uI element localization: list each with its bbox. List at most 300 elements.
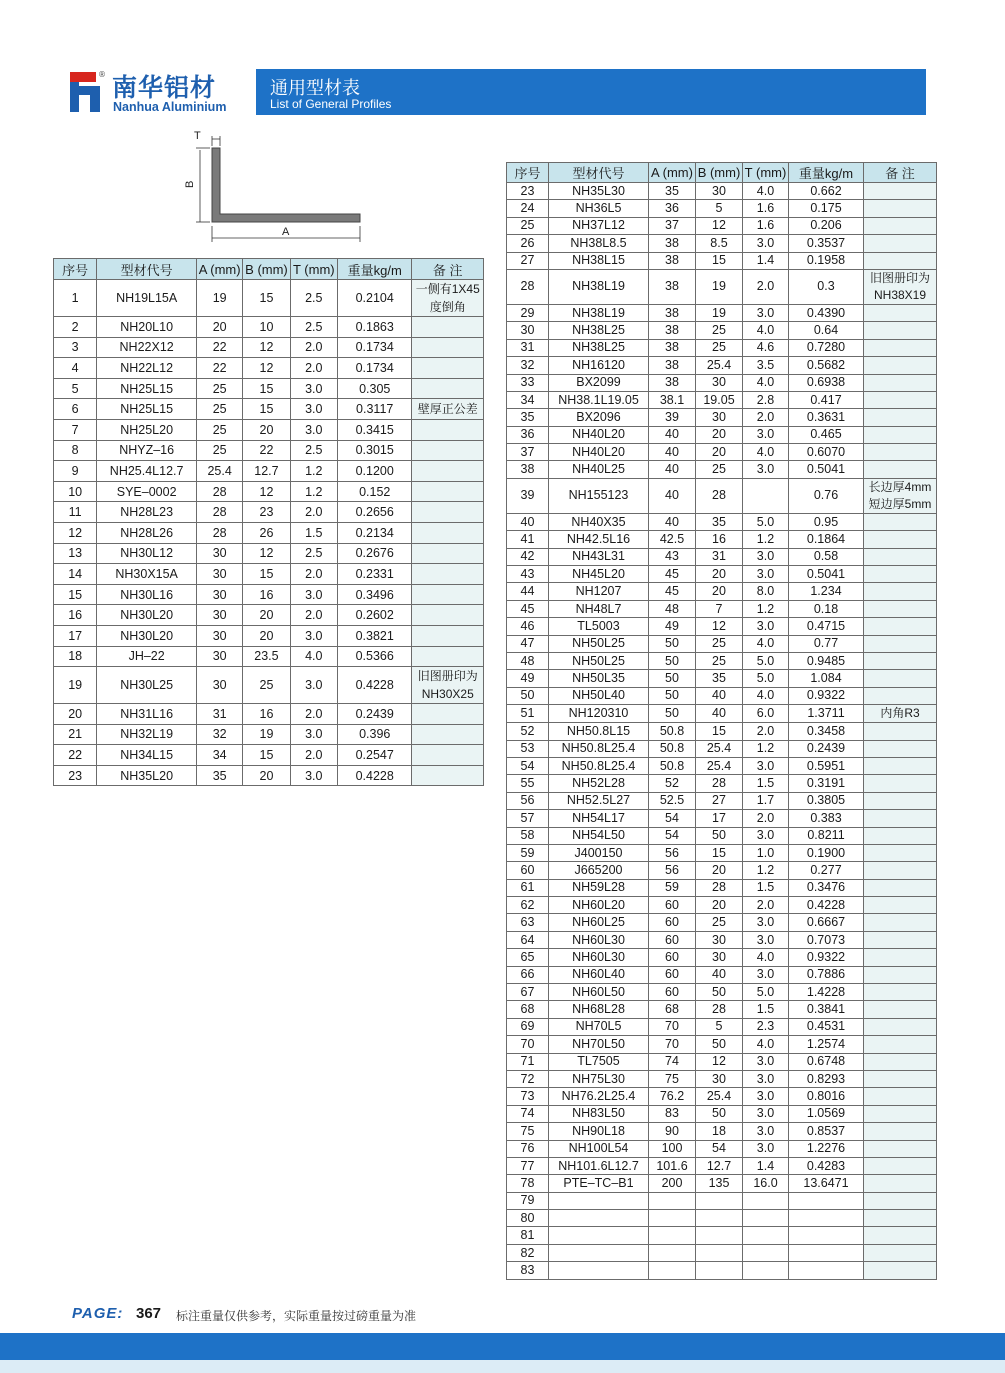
cell-a: 37 [649,217,696,234]
cell-code: NH42.5L16 [549,531,649,548]
cell-remark [864,600,937,617]
cell-code [549,1262,649,1279]
table-row [507,1105,937,1122]
cell-weight: 0.95 [789,513,864,530]
cell-code: NH30L25 [97,667,197,704]
cell-code: NH19L15A [97,280,197,317]
cell-weight: 0.396 [337,724,412,745]
cell-b: 25 [696,914,743,931]
cell-weight: 0.3 [789,269,864,304]
cell-index: 54 [507,757,549,774]
cell-index: 50 [507,687,549,704]
cell-remark [864,548,937,565]
cell-weight: 0.1958 [789,252,864,269]
cell-a: 60 [649,984,696,1001]
cell-weight: 0.3117 [337,399,412,420]
cell-remark [412,378,484,399]
cell-index: 40 [507,513,549,530]
table-row [507,339,937,356]
cell-remark [864,757,937,774]
cell-remark [412,419,484,440]
cell-code: NH60L40 [549,966,649,983]
cell-remark [864,217,937,234]
cell-index: 71 [507,1053,549,1070]
cell-index: 48 [507,652,549,669]
cell-code: NH25L20 [97,419,197,440]
cell-index: 67 [507,984,549,1001]
cell-weight: 0.3805 [789,792,864,809]
table-row [507,200,937,217]
cell-remark [412,564,484,585]
cell-index: 69 [507,1018,549,1035]
cell-b: 30 [696,374,743,391]
cell-t [743,1210,789,1227]
cell-weight: 0.3476 [789,879,864,896]
cell-code: NH38L8.5 [549,235,649,252]
cell-index: 32 [507,357,549,374]
cell-a: 38 [649,374,696,391]
table-row [507,374,937,391]
table-row [507,1036,937,1053]
cell-b: 8.5 [696,235,743,252]
cell-a: 50.8 [649,757,696,774]
cell-weight: 0.8016 [789,1088,864,1105]
cell-code: NH16120 [549,357,649,374]
cell-t: 2.5 [290,280,337,317]
cell-a: 25 [196,378,242,399]
table-row [507,1001,937,1018]
cell-weight: 0.2676 [337,543,412,564]
cell-a: 70 [649,1018,696,1035]
cell-b: 20 [243,625,290,646]
cell-code: NH38L15 [549,252,649,269]
cell-a: 35 [649,183,696,200]
cell-weight: 0.5366 [337,646,412,667]
cell-weight: 0.8537 [789,1123,864,1140]
cell-weight: 0.1734 [337,337,412,358]
cell-t: 4.0 [743,183,789,200]
cell-weight: 0.7073 [789,931,864,948]
cell-t: 1.0 [743,844,789,861]
cell-t: 3.0 [290,625,337,646]
cell-weight: 1.084 [789,670,864,687]
cell-a: 40 [649,426,696,443]
cell-remark [412,724,484,745]
cell-t: 1.5 [290,522,337,543]
cell-t: 1.4 [743,1157,789,1174]
cell-t: 3.0 [743,1123,789,1140]
cell-weight: 0.3415 [337,419,412,440]
cell-weight: 0.58 [789,548,864,565]
cell-t: 3.0 [290,584,337,605]
cell-b: 12.7 [243,461,290,482]
table-row [507,409,937,426]
cell-remark [864,1070,937,1087]
cell-code: NH52.5L27 [549,792,649,809]
table-row [54,502,484,523]
table-row [54,584,484,605]
cell-weight: 0.3537 [789,235,864,252]
cell-index: 83 [507,1262,549,1279]
cell-a: 25.4 [196,461,242,482]
cell-code: NH50L40 [549,687,649,704]
cell-weight: 0.465 [789,426,864,443]
table-row [507,705,937,723]
cell-index: 15 [54,584,97,605]
cell-b: 28 [696,478,743,513]
table-row [507,1018,937,1035]
cell-index: 62 [507,897,549,914]
cell-b: 5 [696,1018,743,1035]
cell-weight: 0.76 [789,478,864,513]
cell-code: NH120310 [549,705,649,723]
cell-remark [412,358,484,379]
table-row [54,481,484,502]
cell-t: 3.0 [290,419,337,440]
cell-remark [864,1036,937,1053]
cell-weight: 0.5041 [789,461,864,478]
table-row [507,1244,937,1261]
cell-remark [864,1227,937,1244]
cell-weight: 0.662 [789,183,864,200]
cell-code: J400150 [549,844,649,861]
cell-code: BX2096 [549,409,649,426]
cell-a: 200 [649,1175,696,1192]
profiles-table-right [506,162,937,1280]
cell-weight [789,1210,864,1227]
cell-index: 7 [54,419,97,440]
cell-index: 77 [507,1157,549,1174]
angle-profile-diagram [176,128,376,248]
cell-code: NH40X35 [549,513,649,530]
cell-code: NH54L50 [549,827,649,844]
cell-t: 1.5 [743,1001,789,1018]
cell-code: NH60L30 [549,949,649,966]
cell-index: 58 [507,827,549,844]
table-row [507,670,937,687]
cell-code [549,1244,649,1261]
cell-weight: 0.152 [337,481,412,502]
cell-t: 2.0 [743,409,789,426]
col-header-weight: 重量kg/m [337,259,412,280]
table-row [507,548,937,565]
cell-t: 1.6 [743,217,789,234]
table-row [54,745,484,766]
cell-remark [864,531,937,548]
cell-code: NH25L15 [97,399,197,420]
cell-b: 20 [243,605,290,626]
cell-b: 20 [243,765,290,786]
cell-b: 15 [696,723,743,740]
cell-remark [864,583,937,600]
cell-index: 26 [507,235,549,252]
cell-b: 20 [696,426,743,443]
cell-remark [412,584,484,605]
cell-weight: 0.3458 [789,723,864,740]
brand-name-en: Nanhua Aluminium [113,100,227,114]
cell-t: 2.0 [290,564,337,585]
cell-t: 3.0 [743,914,789,931]
cell-b: 20 [696,444,743,461]
cell-remark [864,1105,937,1122]
cell-b: 15 [696,844,743,861]
cell-code: NH30L20 [97,605,197,626]
cell-code: NH60L30 [549,931,649,948]
cell-b: 7 [696,600,743,617]
cell-b: 12 [243,337,290,358]
cell-code: NH45L20 [549,566,649,583]
cell-index: 61 [507,879,549,896]
cell-b: 31 [696,548,743,565]
cell-a: 39 [649,409,696,426]
cell-code: NH50.8L25.4 [549,740,649,757]
cell-weight: 0.4228 [789,897,864,914]
cell-t: 2.5 [290,317,337,338]
cell-index: 66 [507,966,549,983]
cell-code: NH50L25 [549,635,649,652]
cell-remark [412,481,484,502]
col-header-t: T (mm) [743,163,789,183]
cell-index: 20 [54,704,97,725]
table-row [54,378,484,399]
cell-t [743,1262,789,1279]
cell-code: NH20L10 [97,317,197,338]
cell-b: 27 [696,792,743,809]
cell-t: 6.0 [743,705,789,723]
cell-t: 3.0 [743,618,789,635]
cell-remark [864,252,937,269]
cell-b [696,1244,743,1261]
cell-remark [864,844,937,861]
cell-b: 12 [696,618,743,635]
cell-a [649,1210,696,1227]
cell-t: 1.4 [743,252,789,269]
cell-t: 3.0 [743,1070,789,1087]
footer-bar [0,1333,1005,1360]
cell-remark [864,949,937,966]
cell-a: 74 [649,1053,696,1070]
cell-b: 28 [696,1001,743,1018]
cell-remark [864,200,937,217]
cell-b [696,1262,743,1279]
cell-remark [864,635,937,652]
cell-a: 31 [196,704,242,725]
cell-weight: 0.2331 [337,564,412,585]
cell-index: 64 [507,931,549,948]
table-row [507,1227,937,1244]
cell-index: 5 [54,378,97,399]
cell-remark: 旧图册印为NH30X25 [412,667,484,704]
table-row [507,879,937,896]
cell-code: NH155123 [549,478,649,513]
col-header-a: A (mm) [196,259,242,280]
cell-b: 50 [696,984,743,1001]
cell-t: 4.0 [743,949,789,966]
cell-remark [864,1001,937,1018]
cell-a: 28 [196,481,242,502]
table-row [54,522,484,543]
cell-weight: 1.2574 [789,1036,864,1053]
table-row [507,478,937,513]
cell-a: 52 [649,775,696,792]
cell-index: 34 [507,391,549,408]
cell-a: 101.6 [649,1157,696,1174]
cell-a: 38 [649,304,696,321]
cell-b: 16 [696,531,743,548]
cell-a: 40 [649,461,696,478]
cell-weight: 0.3015 [337,440,412,461]
cell-b: 25.4 [696,740,743,757]
cell-weight: 0.9485 [789,652,864,669]
cell-t: 2.0 [290,704,337,725]
cell-t: 2.0 [290,337,337,358]
cell-code: NH30L12 [97,543,197,564]
table-body-left [54,280,484,786]
cell-a: 50.8 [649,723,696,740]
cell-a: 28 [196,522,242,543]
footer-note: 标注重量仅供参考，实际重量按过磅重量为准 [176,1309,417,1323]
cell-index: 29 [507,304,549,321]
cell-weight: 1.234 [789,583,864,600]
cell-weight: 0.206 [789,217,864,234]
cell-index: 42 [507,548,549,565]
cell-index: 8 [54,440,97,461]
table-row [507,461,937,478]
cell-b: 19 [696,304,743,321]
cell-t: 3.0 [290,724,337,745]
cell-t: 1.5 [743,879,789,896]
cell-weight: 0.2104 [337,280,412,317]
cell-remark [864,1123,937,1140]
cell-weight: 0.5682 [789,357,864,374]
cell-weight: 1.3711 [789,705,864,723]
cell-index: 2 [54,317,97,338]
cell-index: 11 [54,502,97,523]
cell-t: 3.0 [290,765,337,786]
cell-code: NH35L20 [97,765,197,786]
cell-a: 30 [196,646,242,667]
table-row [507,984,937,1001]
cell-remark [864,1053,937,1070]
cell-code: NH54L17 [549,810,649,827]
cell-code: NH22X12 [97,337,197,358]
cell-a: 34 [196,745,242,766]
cell-index: 44 [507,583,549,600]
cell-index: 21 [54,724,97,745]
cell-t: 2.8 [743,391,789,408]
cell-weight: 0.1200 [337,461,412,482]
cell-weight: 0.1864 [789,531,864,548]
cell-b: 12 [243,358,290,379]
cell-b: 19.05 [696,391,743,408]
cell-t: 3.0 [743,548,789,565]
cell-remark: 长边厚4mm短边厚5mm [864,478,937,513]
cell-weight: 1.0569 [789,1105,864,1122]
cell-a: 19 [196,280,242,317]
cell-b: 35 [696,513,743,530]
cell-t: 1.2 [290,461,337,482]
cell-index: 37 [507,444,549,461]
cell-code: NH1207 [549,583,649,600]
cell-t: 2.0 [743,810,789,827]
cell-a: 25 [196,419,242,440]
cell-a: 40 [649,444,696,461]
cell-b [696,1210,743,1227]
cell-code: NH30X15A [97,564,197,585]
cell-t: 16.0 [743,1175,789,1192]
table-row [507,1192,937,1209]
table-body-right [507,183,937,1280]
cell-code: NH30L16 [97,584,197,605]
cell-t: 4.0 [743,374,789,391]
cell-t [743,1244,789,1261]
cell-remark [864,183,937,200]
cell-remark [412,646,484,667]
cell-b: 50 [696,1105,743,1122]
cell-weight: 0.3191 [789,775,864,792]
cell-weight: 13.6471 [789,1175,864,1192]
cell-b: 16 [243,704,290,725]
cell-a: 49 [649,618,696,635]
cell-t: 5.0 [743,513,789,530]
cell-t: 1.2 [743,740,789,757]
cell-weight: 0.2547 [337,745,412,766]
cell-b: 28 [696,879,743,896]
cell-a: 36 [649,200,696,217]
table-row [54,399,484,420]
cell-remark: 壁厚正公差 [412,399,484,420]
cell-a: 30 [196,584,242,605]
cell-weight: 0.277 [789,862,864,879]
cell-a: 50 [649,670,696,687]
cell-code: NH40L25 [549,461,649,478]
cell-remark [864,426,937,443]
table-row [507,391,937,408]
cell-remark [864,1018,937,1035]
cell-a: 42.5 [649,531,696,548]
cell-remark [864,775,937,792]
cell-t: 3.0 [743,235,789,252]
cell-a: 30 [196,667,242,704]
col-header-b: B (mm) [243,259,290,280]
cell-t: 4.0 [743,322,789,339]
cell-a [649,1244,696,1261]
table-row [54,280,484,317]
table-row [54,440,484,461]
cell-b: 16 [243,584,290,605]
cell-index: 56 [507,792,549,809]
cell-t: 3.0 [743,426,789,443]
cell-index: 22 [54,745,97,766]
cell-t [743,1227,789,1244]
cell-index: 80 [507,1210,549,1227]
cell-a: 35 [196,765,242,786]
table-row [507,844,937,861]
cell-code: NH83L50 [549,1105,649,1122]
cell-index: 55 [507,775,549,792]
cell-index: 36 [507,426,549,443]
cell-a: 22 [196,358,242,379]
diagram-label-b: B [184,180,196,188]
table-row [54,317,484,338]
cell-weight: 1.4228 [789,984,864,1001]
cell-b: 19 [243,724,290,745]
cell-weight: 0.4283 [789,1157,864,1174]
cell-weight [789,1244,864,1261]
cell-b: 30 [696,409,743,426]
cell-index: 73 [507,1088,549,1105]
cell-a: 40 [649,478,696,513]
